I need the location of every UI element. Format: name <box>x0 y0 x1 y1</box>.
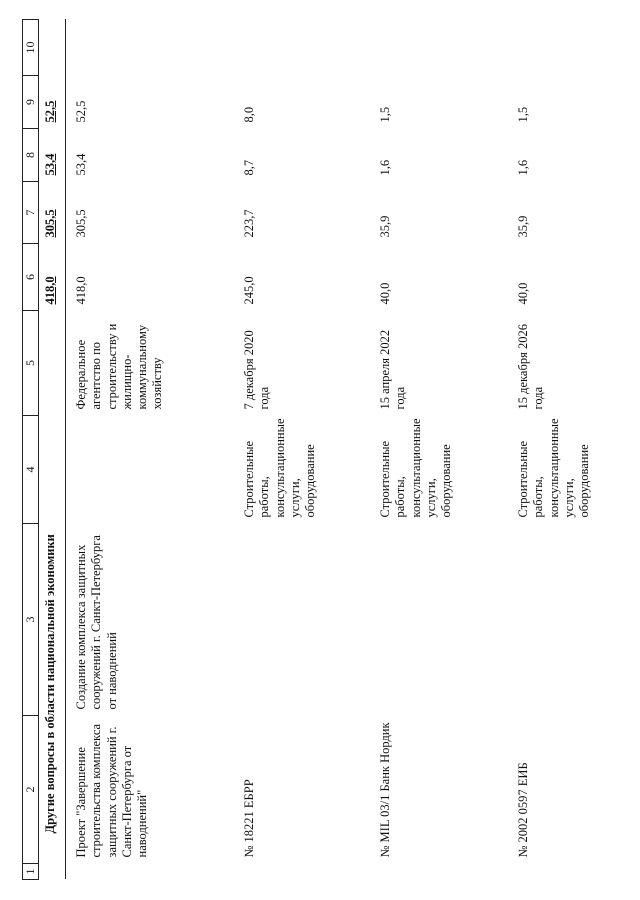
section-row <box>39 20 66 880</box>
column-number: 2 <box>23 716 39 864</box>
value-col6: 40,0 <box>378 282 392 305</box>
work-type: Строительные работы, консультационные услуги, оборудование <box>516 418 591 518</box>
section-total: 53,4 <box>39 129 66 182</box>
value-col7: 35,9 <box>516 215 530 238</box>
loan-date: 15 декабря 2026 года <box>516 324 546 410</box>
value-col9: 1,5 <box>516 106 530 123</box>
project-agency: Федеральное агентство по строительству и жилищно-коммунальному хозяйству <box>74 323 165 410</box>
work-type: Строительные работы, консультационные услуги, оборудование <box>242 418 317 518</box>
value-col7: 305,5 <box>74 209 88 238</box>
value-col6: 418,0 <box>74 276 88 305</box>
value-col9: 8,0 <box>242 106 256 123</box>
loan-date: 7 декабря 2020 года <box>242 330 272 410</box>
column-number: 7 <box>23 182 39 244</box>
table-row <box>508 20 634 880</box>
column-number: 10 <box>23 20 39 76</box>
value-col9: 52,5 <box>74 100 88 123</box>
value-col8: 53,4 <box>74 153 88 176</box>
table-row <box>234 20 370 880</box>
column-number-row <box>23 20 39 880</box>
value-col8: 8,7 <box>242 159 256 176</box>
section-title: Другие вопросы в области национальной экономики <box>39 311 66 864</box>
section-total: 418,0 <box>39 244 66 311</box>
credit-projects-table <box>22 19 634 880</box>
value-col7: 223,7 <box>242 209 256 238</box>
project-name: Проект "Завершение строительства комплекса защитных сооружений г. Санкт-Петербурга от наводнений" <box>74 723 149 858</box>
column-number: 8 <box>23 129 39 182</box>
section-total: 52,5 <box>39 76 66 129</box>
value-col7: 35,9 <box>378 215 392 238</box>
value-col6: 245,0 <box>242 276 256 305</box>
project-purpose <box>234 524 370 716</box>
section-total: 305,5 <box>39 182 66 244</box>
value-col8: 1,6 <box>378 159 392 176</box>
loan-name: № 2002 0597 ЕИБ <box>516 762 530 858</box>
table-row <box>66 20 235 880</box>
column-number: 4 <box>23 416 39 524</box>
column-number: 1 <box>23 864 39 880</box>
project-purpose: Создание комплекса защитных сооружений г. Санкт-Петербурга от наводнений <box>74 535 119 710</box>
project-type <box>66 416 235 524</box>
table-row <box>370 20 508 880</box>
loan-name: № MIL 03/1 Банк Нордик <box>378 722 392 858</box>
column-number: 3 <box>23 524 39 716</box>
column-number: 5 <box>23 311 39 416</box>
column-number: 6 <box>23 244 39 311</box>
column-number: 9 <box>23 76 39 129</box>
project-purpose <box>370 524 508 716</box>
work-type: Строительные работы, консультационные услуги, оборудование <box>378 418 453 518</box>
loan-date: 15 апреля 2022 года <box>378 329 408 410</box>
value-col6: 40,0 <box>516 282 530 305</box>
loan-name: № 18221 ЕБРР <box>242 779 256 858</box>
project-purpose <box>508 524 634 716</box>
value-col8: 1,6 <box>516 159 530 176</box>
value-col9: 1,5 <box>378 106 392 123</box>
rotated-table-wrapper <box>22 20 622 880</box>
